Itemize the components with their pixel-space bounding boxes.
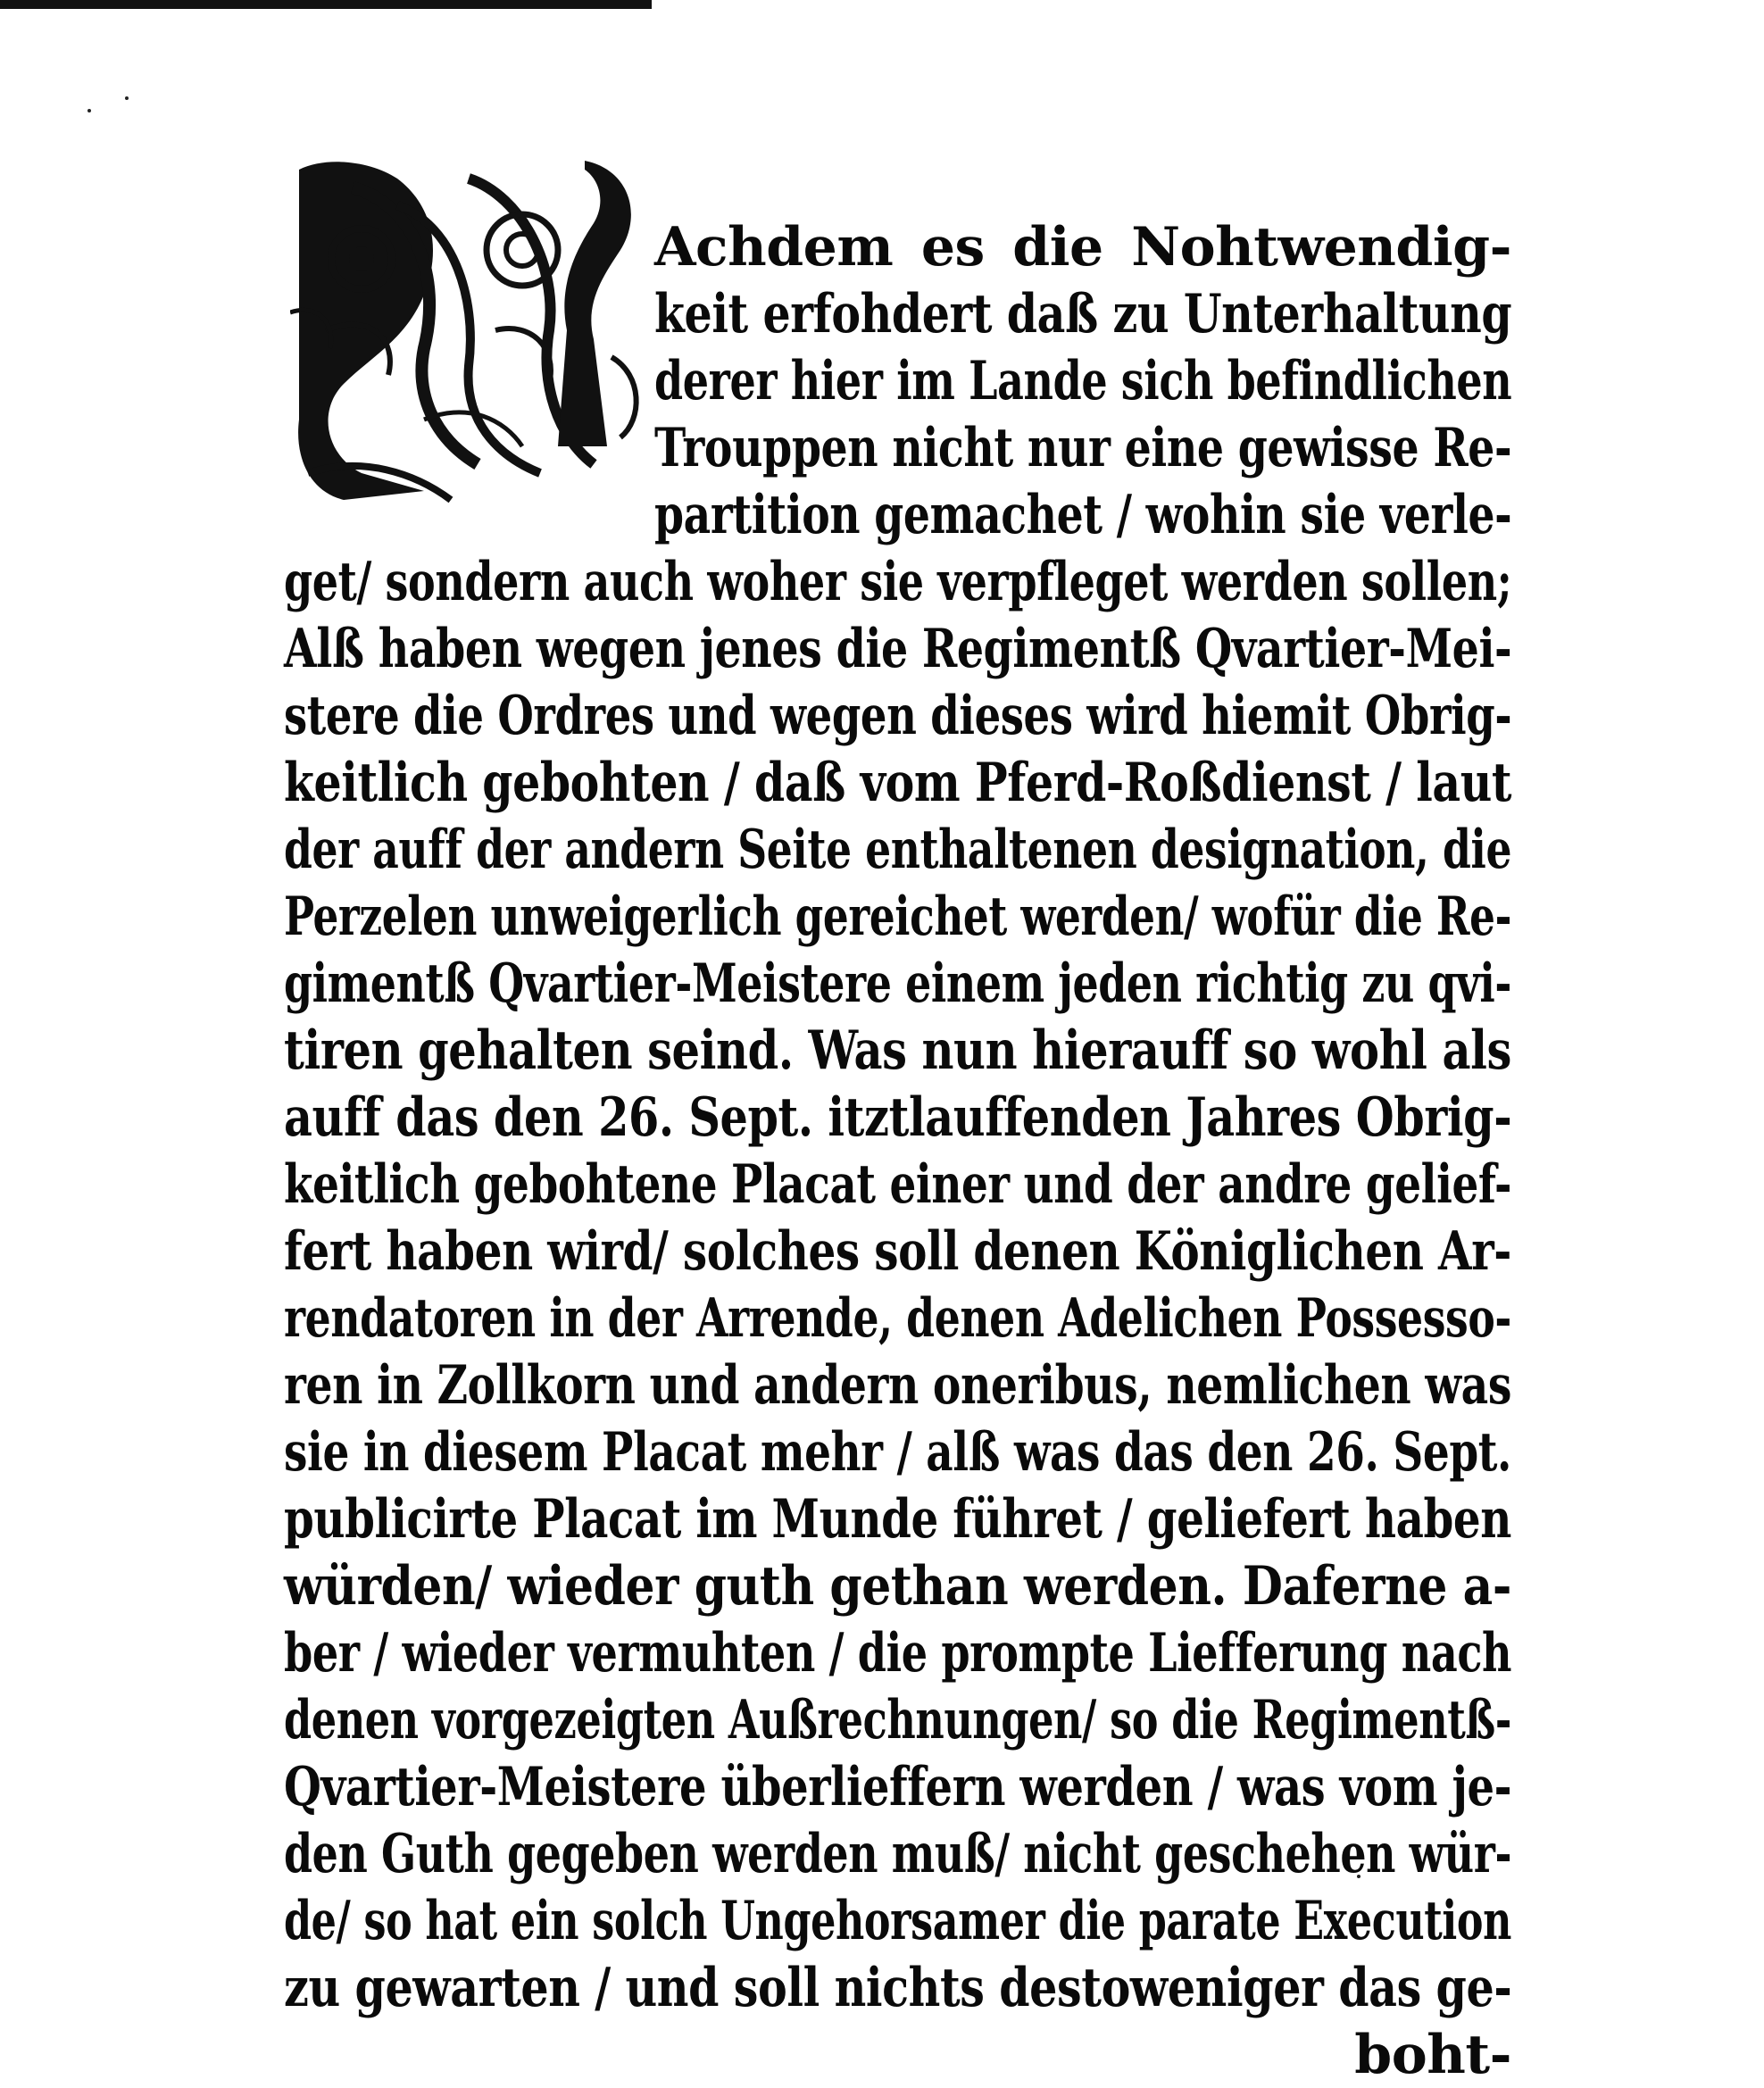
text-line: de/ so hat ein solch Ungehorsamer die parate Execution — [284, 1890, 1511, 1952]
text-line: zu gewarten / und soll nichts destoweniger das ge- — [284, 1957, 1512, 2019]
text-line: sie in diesem Placat mehr / alß was das den 26. Sept. — [284, 1421, 1511, 1484]
text-line: keitlich gebohten / daß vom Pferd-Roßdienst / laut — [284, 752, 1512, 814]
text-line: stere die Ordres und wegen dieses wird hiemit Obrig- — [284, 685, 1512, 747]
text-line: keitlich gebohtene Placat einer und der andre gelief- — [284, 1153, 1512, 1216]
text-line: ren in Zollkorn und andern oneribus, nemlichen was — [284, 1354, 1511, 1417]
text-line: rendatoren in der Arrende, denen Adelichen Possesso- — [284, 1287, 1511, 1350]
text-line: denen vorgezeigten Außrechnungen/ so die Regimentß- — [284, 1689, 1511, 1751]
text-line: den Guth gegeben werden muß/ nicht geschehen wür- — [284, 1823, 1512, 1885]
text-line: partition gemachet / wohin sie verle- — [654, 484, 1512, 546]
text-line: keit erfohdert daß zu Unterhaltung — [654, 283, 1512, 345]
text-line: fert haben wird/ solches soll denen Königlichen Ar- — [284, 1220, 1511, 1283]
initial-ornament-icon — [290, 152, 652, 509]
text-line: publicirte Placat im Munde führet / geliefert haben — [284, 1488, 1511, 1551]
text-line: würden/ wieder guth gethan werden. Daferne a- — [284, 1555, 1511, 1618]
text-line: Alß haben wegen jenes die Regimentß Qvartier-Mei- — [284, 618, 1512, 680]
text-line: Qvartier-Meistere überlieffern werden / was vom je- — [284, 1756, 1512, 1818]
decorated-initial-n — [290, 152, 652, 509]
text-line: Trouppen nicht nur eine gewisse Re- — [654, 417, 1512, 479]
text-line: auff das den 26. Sept. itztlauffenden Jahres Obrig- — [284, 1086, 1512, 1149]
top-rule — [0, 0, 652, 9]
catchword: boht- — [1354, 2024, 1511, 2086]
text-line: gimentß Qvartier-Meistere einem jeden richtig zu qvi- — [284, 952, 1511, 1015]
text-line: ber / wieder vermuhten / die prompte Liefferung nach — [284, 1622, 1512, 1685]
text-line: get/ sondern auch woher sie verpfleget werden sollen; — [284, 551, 1512, 613]
text-line: Achdem es die Nohtwendig- — [654, 216, 1511, 279]
text-line: derer hier im Lande sich befindlichen — [654, 350, 1512, 412]
text-line: tiren gehalten seind. Was nun hierauff so wohl als — [284, 1019, 1511, 1082]
text-line: der auff der andern Seite enthaltenen designation, die — [284, 819, 1512, 881]
text-line: Perzelen unweigerlich gereichet werden/ wofür die Re- — [284, 886, 1511, 948]
